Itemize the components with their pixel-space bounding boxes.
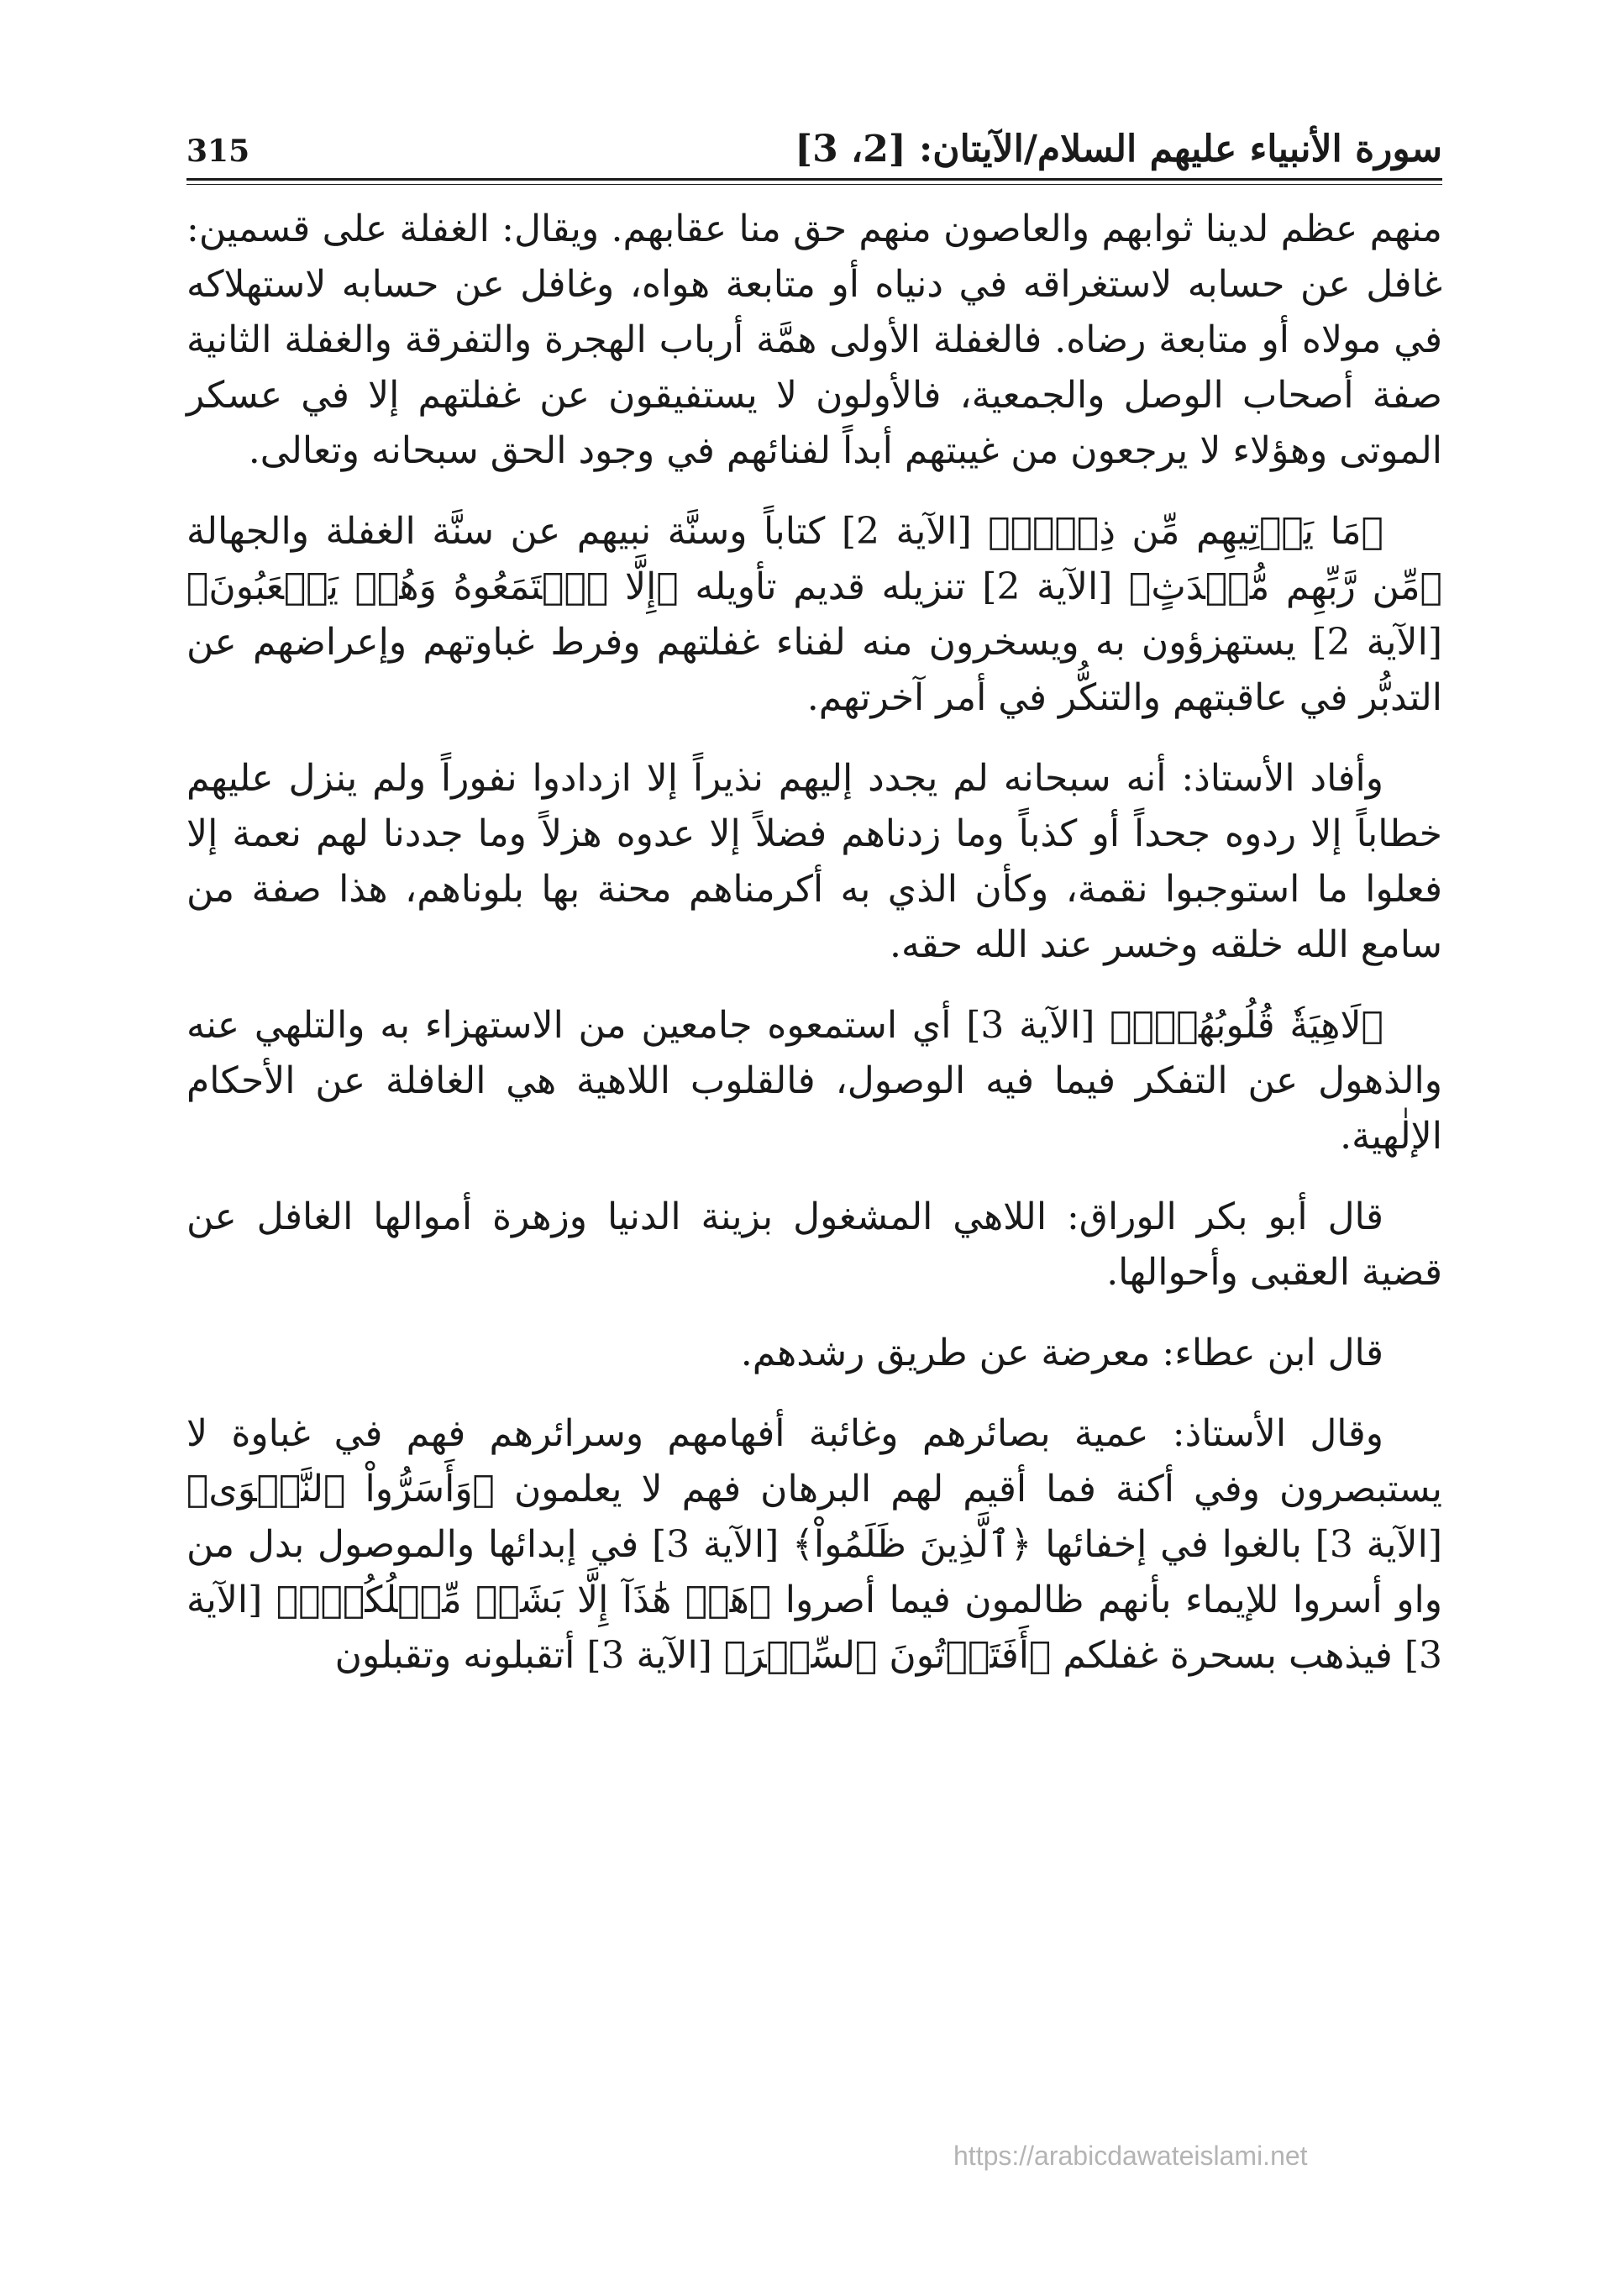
paragraph: وقال الأستاذ: عمية بصائرهم وغائبة أفهامهم وسرائرهم فهم في غباوة لا يستبصرون وفي أكنة فما أقيم لهم البرهان فهم لا يعلمون ﴿وَأَسَرُّواْ ٱلنَّجۡوَى﴾ [الآية 3] بالغوا في إخفائها ﴿ٱلَّذِينَ ظَلَمُواْ﴾ [الآية 3] في إبدائها والموصول بدل من واو أسروا للإيماء بأنهم ظالمون فيما أصروا ﴿هَلۡ هَٰذَآ إِلَّا بَشَرٞ مِّثۡلُكُمۡۖ﴾ [الآية 3] فيذهب بسحرة غفلكم ﴿أَفَتَأۡتُونَ ٱلسِّحۡرَ﴾ [الآية 3] أتقبلونه وتقبلون [186,1412,1442,1677]
paragraph: ﴿مَا يَأۡتِيهِم مِّن ذِكۡرٖ﴾ [الآية 2] كتاباً وسنَّة نبيهم عن سنَّة الغفلة والجهالة ﴿مِّن رَّبِّهِم مُّحۡدَثٍ﴾ [الآية 2] تنزيله قديم تأويله ﴿إِلَّا ٱسۡتَمَعُوهُ وَهُمۡ يَلۡعَبُونَ﴾ [الآية 2] يستهزؤون به ويسخرون منه لفناء غفلتهم وفرط غباوتهم وإعراضهم عن التدبُّر في عاقبتهم والتنكُّر في أمر آخرتهم. [186,510,1442,719]
paragraph: منهم عظم لدينا ثوابهم والعاصون منهم حق منا عقابهم. ويقال: الغفلة على قسمين: غافل عن حسابه لاستغراقه في دنياه أو متابعة هواه، وغافل عن حسابه لاستهلاكه في مولاه أو متابعة رضاه. فالغفلة الأولى همَّة أرباب الهجرة والتفرقة والغفلة الثانية صفة أصحاب الوصل والجمعية، فالأولون لا يستفيقون عن غفلتهم إلا في عسكر الموتى وهؤلاء لا يرجعون من غيبتهم أبداً لفنائهم في وجود الحق سبحانه وتعالى. [186,208,1442,472]
header-rule [186,178,1442,181]
paragraph: قال أبو بكر الوراق: اللاهي المشغول بزينة الدنيا وزهرة أموالها الغافل عن قضية العقبى وأحوالها. [186,1195,1442,1294]
paragraph: قال ابن عطاء: معرضة عن طريق رشدهم. [740,1332,1383,1374]
paragraph: ﴿لَاهِيَةٗ قُلُوبُهُمۡۗ﴾ [الآية 3] أي استمعوه جامعين من الاستهزاء به والتلهي عنه والذهول عن التفكر فيما فيه الوصول، فالقلوب اللاهية هي الغافلة عن الأحكام الإلٰهية. [186,1004,1442,1158]
body-text [186,202,1442,1709]
running-title: سورة الأنبياء عليهم السلام/الآيتان: [2، 3] [795,128,1442,171]
header-rule-thin [186,184,1442,185]
watermark-url: https://arabicdawateislami.net [953,2141,1308,2171]
page-number: 315 [186,134,250,169]
page-header [186,124,1442,176]
paragraph: وأفاد الأستاذ: أنه سبحانه لم يجدد إليهم نذيراً إلا ازدادوا نفوراً ولم ينزل عليهم خطاباً إلا ردوه جحداً أو كذباً وما زدناهم فضلاً إلا عدوه هزلاً وما جددنا لهم نعمة إلا فعلوا ما استوجبوا نقمة، وكأن الذي به أكرمناهم محنة بها بلوناهم، هذا صفة من سامع الله خلقه وخسر عند الله حقه. [186,757,1442,966]
